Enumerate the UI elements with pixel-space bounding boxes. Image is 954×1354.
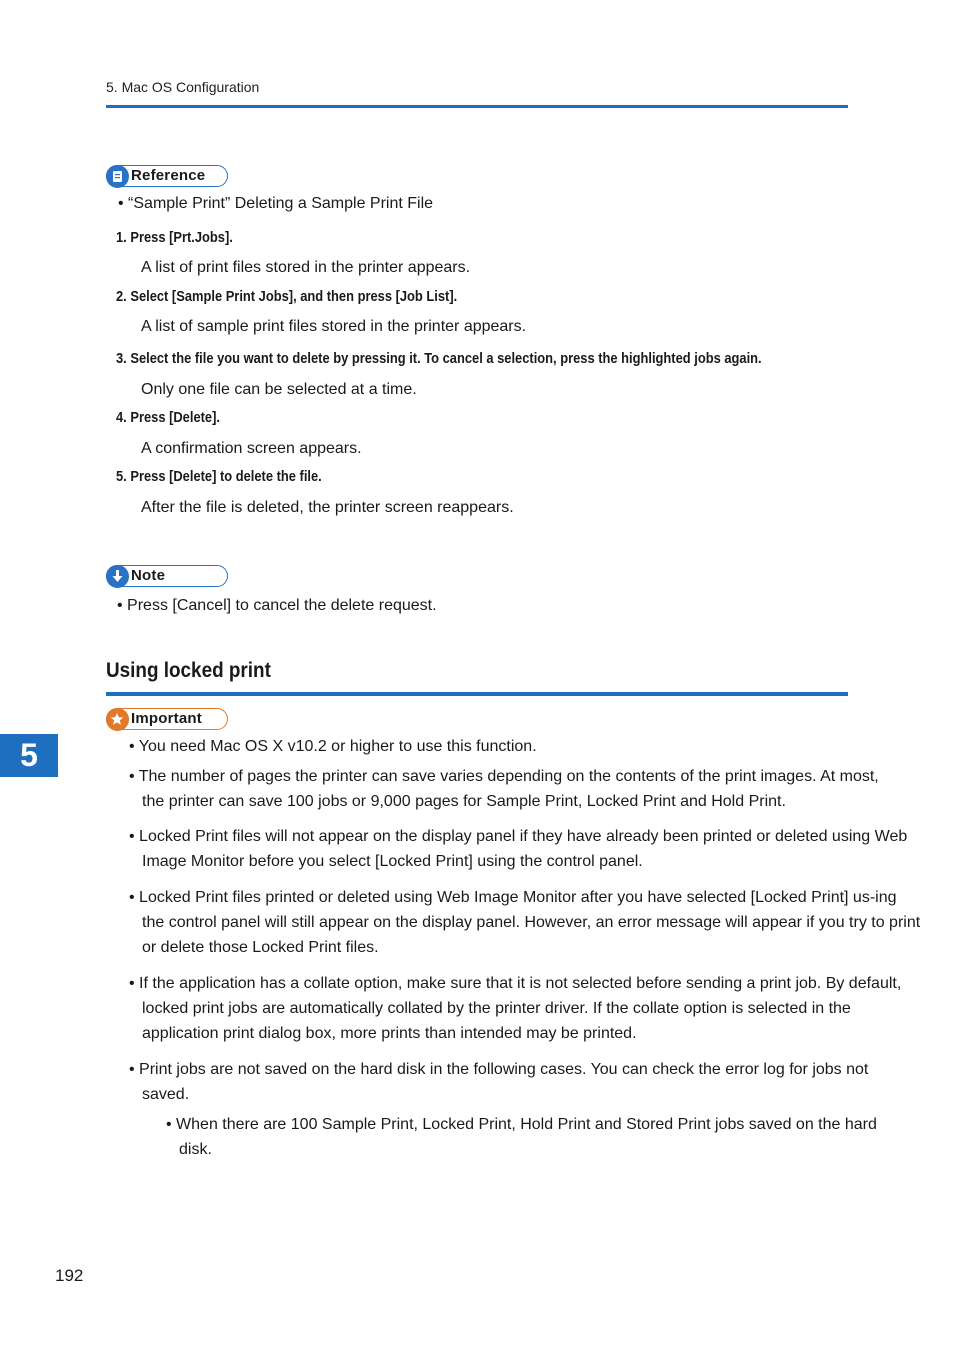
section-title: Using locked print (106, 659, 271, 682)
chapter-tab: 5 (0, 734, 58, 777)
section-rule (106, 692, 848, 696)
reference-label: Reference (131, 167, 206, 184)
arrow-down-icon (106, 565, 129, 588)
important-item-4: • Locked Print files printed or deleted using Web Image Monitor after you have selected [Locked Print] us-ing the control panel will still appear on the display panel. However, an error message will appear if you try to print or delete those Locked Print files. (129, 889, 921, 956)
reference-icon (106, 165, 129, 188)
star-icon (106, 708, 129, 731)
step-2-title: 2. Select [Sample Print Jobs], and then press [Job List]. (116, 288, 458, 305)
important-item-5: • If the application has a collate option, make sure that it is not selected before sending a print job. By default, locked print jobs are automatically collated by the printer driver. If the collate option is selected in the application print dialog box, more prints than intended may be printed. (129, 975, 902, 1042)
step-4-title: 4. Press [Delete]. (116, 409, 220, 426)
reference-item[interactable]: • “Sample Print” Deleting a Sample Print File (118, 195, 434, 212)
header-rule (106, 105, 848, 108)
reference-badge (106, 165, 228, 187)
important-label: Important (131, 710, 202, 727)
important-item-1: • You need Mac OS X v10.2 or higher to use this function. (129, 738, 537, 755)
breadcrumb: 5. Mac OS Configuration (106, 79, 260, 95)
important-item-6: • Print jobs are not saved on the hard disk in the following cases. You can check the error log for jobs not saved. (129, 1061, 869, 1103)
note-badge (106, 565, 228, 587)
important-item-3: • Locked Print files will not appear on the display panel if they have already been printed or deleted using Web Image Monitor before you select [Locked Print] using the control panel. (129, 828, 908, 870)
important-list (117, 734, 921, 1162)
note-item: • Press [Cancel] to cancel the delete request. (117, 597, 437, 614)
step-5-title: 5. Press [Delete] to delete the file. (116, 468, 322, 485)
step-3-title: 3. Select the file you want to delete by pressing it. To cancel a selection, press the highlighted jobs again. (116, 350, 762, 367)
important-item-2: • The number of pages the printer can save varies depending on the contents of the print images. At most, the printer can save 100 jobs or 9,000 pages for Sample Print, Locked Print and Hold Print. (129, 768, 879, 810)
step-5-body: After the file is deleted, the printer screen reappears. (141, 499, 514, 516)
note-label: Note (131, 567, 166, 584)
important-badge (106, 708, 228, 730)
step-1-body: A list of print files stored in the printer appears. (141, 259, 471, 276)
important-sub-item-1: • When there are 100 Sample Print, Locked Print, Hold Print and Stored Print jobs saved on the hard disk. (166, 1116, 877, 1158)
step-2-body: A list of sample print files stored in the printer appears. (141, 318, 527, 335)
step-1-title: 1. Press [Prt.Jobs]. (116, 229, 233, 246)
step-3-body: Only one file can be selected at a time. (141, 381, 417, 398)
step-4-body: A confirmation screen appears. (141, 440, 362, 457)
page-number: 192 (55, 1266, 84, 1285)
